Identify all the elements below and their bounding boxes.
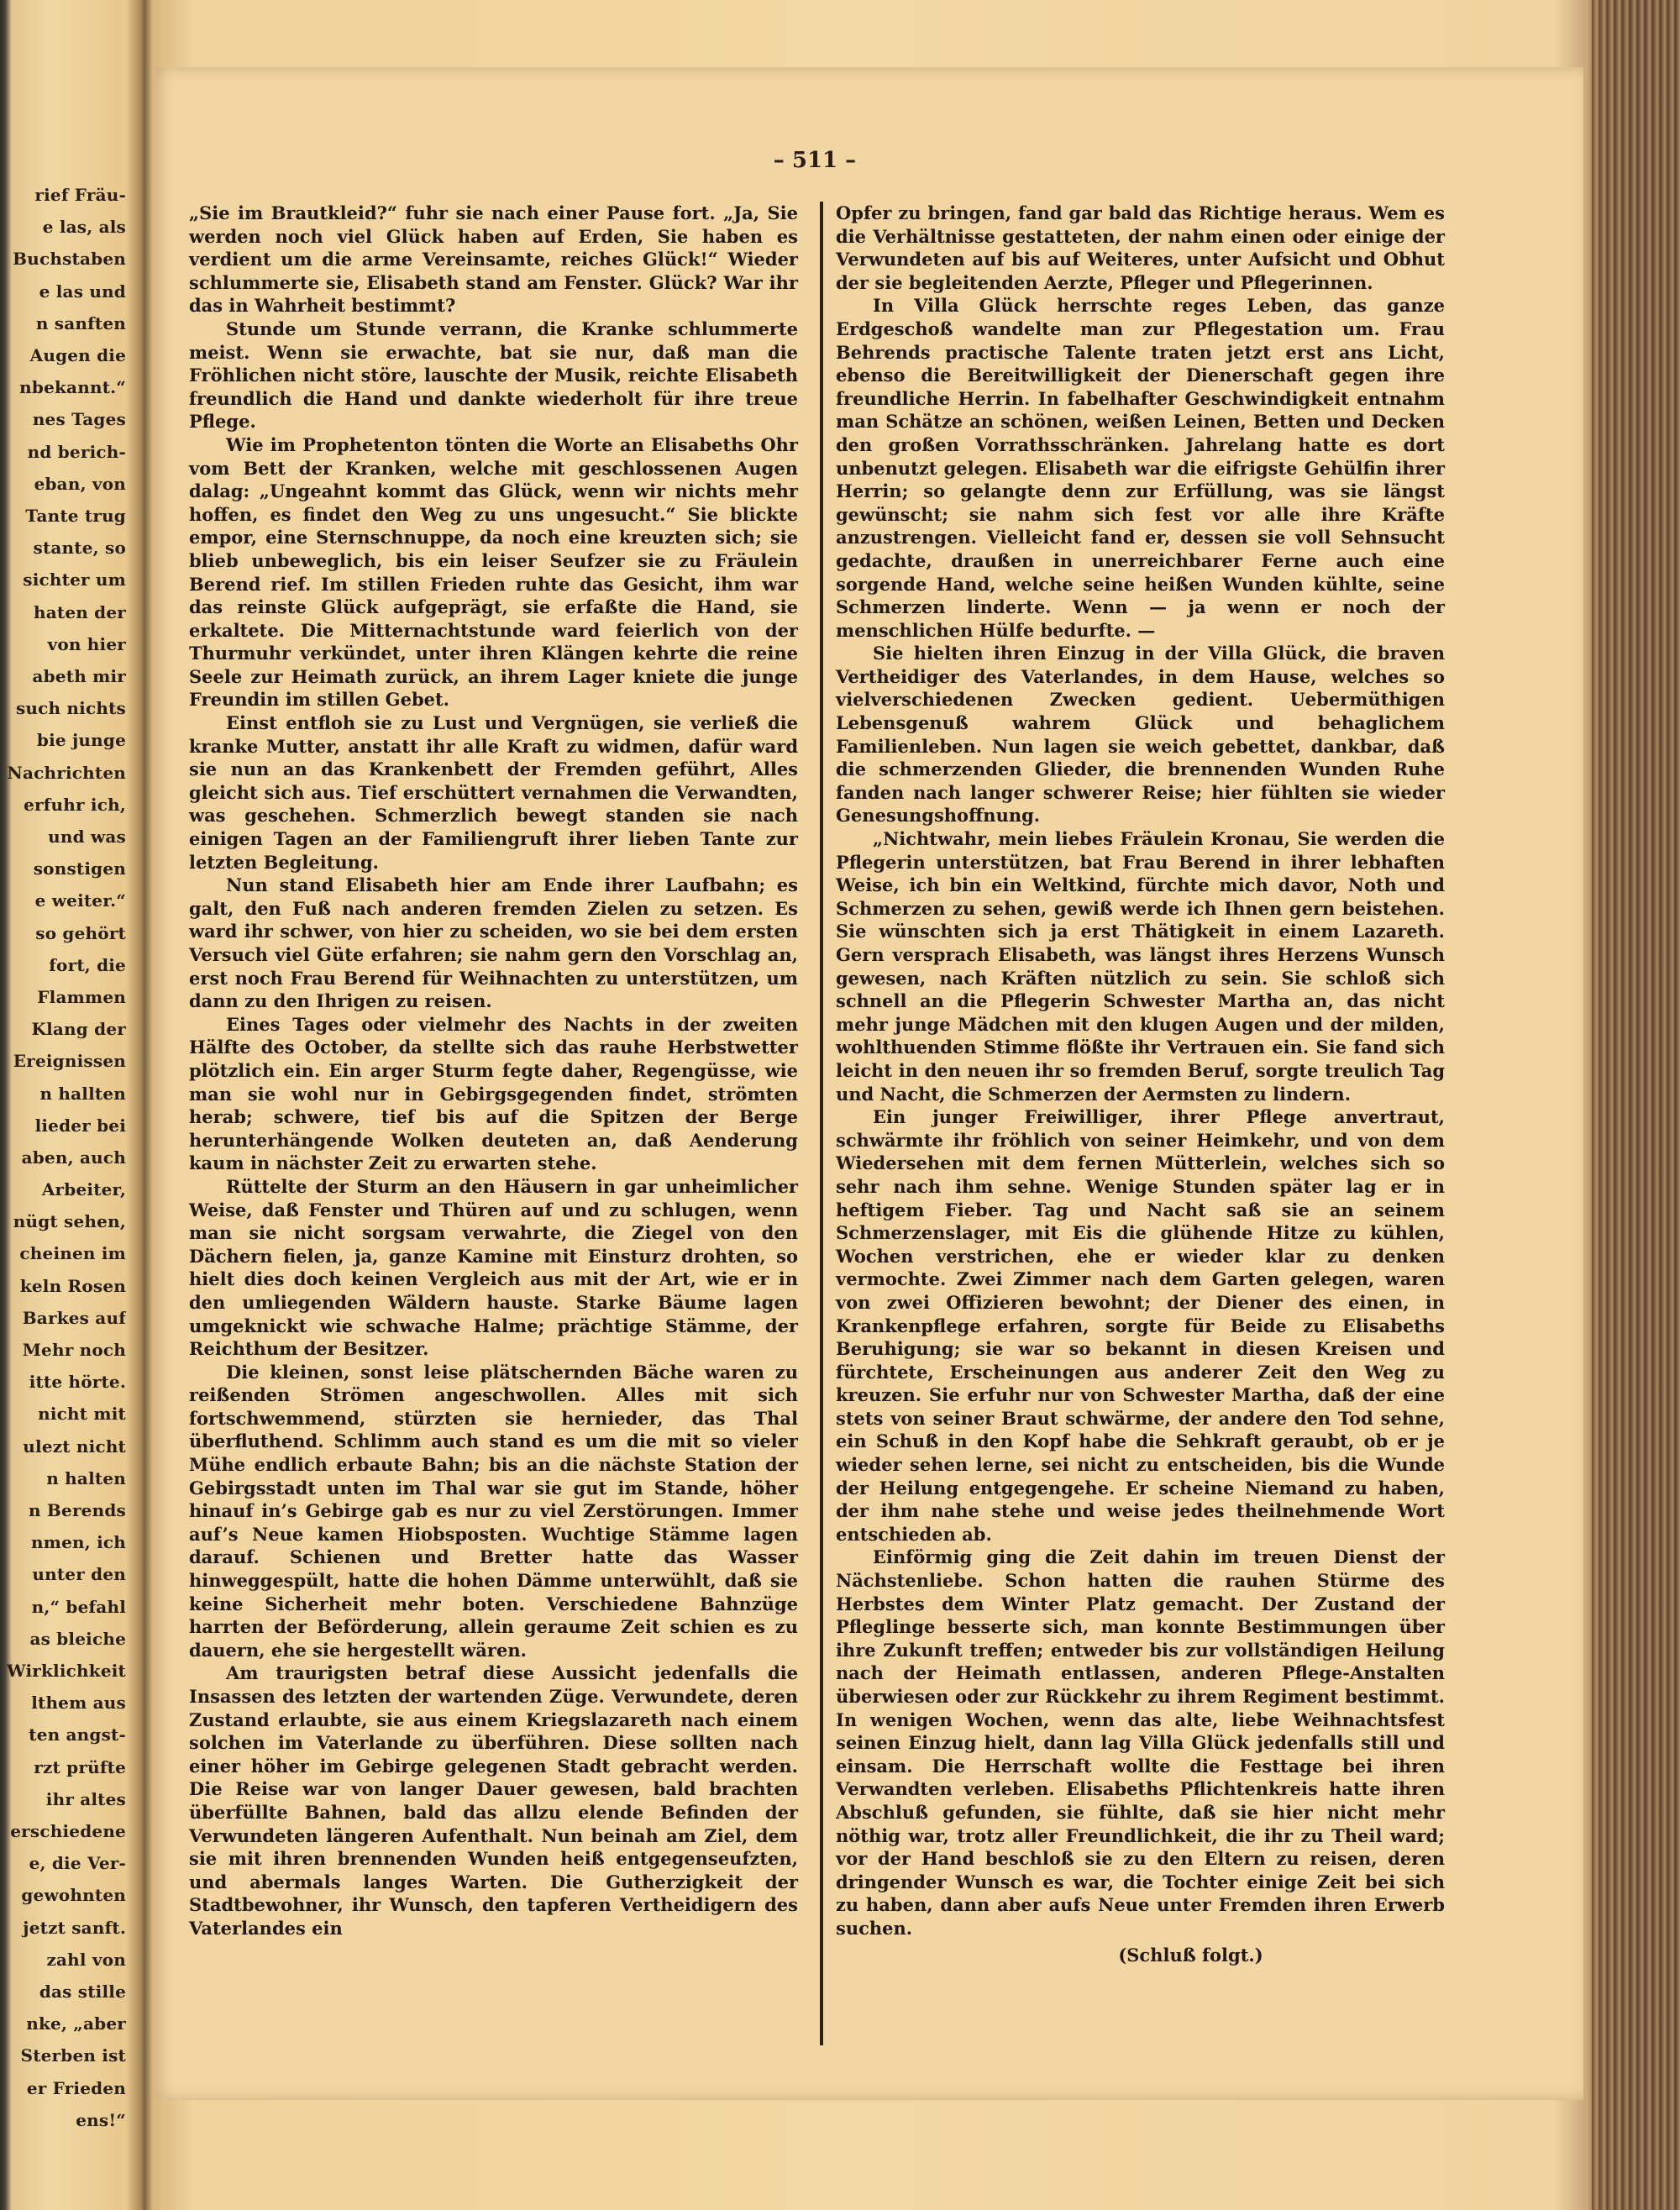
previous-page-line: n hallten [39,1083,126,1104]
right-column [836,202,1445,1966]
previous-page-line: n sanften [35,312,126,333]
previous-page-line: Wirklichkeit [7,1661,126,1682]
previous-page-line: so gehört [35,922,126,943]
previous-page-line: jetzt sanft. [23,1917,126,1938]
previous-page-line: nes Tages [32,409,126,430]
previous-page-line: nbekannt.“ [19,377,126,398]
previous-page-line: nicht mit [38,1404,126,1425]
previous-page-line: fort, die [49,954,126,975]
paragraph: Ein junger Freiwilliger, ihrer Pflege anvertraut, schwärmte ihr fröhlich von seiner Heimkehr, und von dem Wiedersehen mit dem fernen Mütterlein, welches sich so sehr nach ihm sehne. Wenige Stunden später lag er in heftigem Fieber. Tag und Nacht saß sie an seinem Schmerzenslager, mit Eis die glühende Hitze zu kühlen, Wochen verstrichen, ehe er wieder klar zu denken vermochte. Zwei Zimmer nach dem Garten gelegen, waren von zwei Offizieren bewohnt; der Diener des einen, in Krankenpflege erfahren, sorgte für Beide zu Elisabeths Beruhigung; sie war so bekannt in diesen Kreisen und fürchtete, Erscheinungen aus anderer Zeit den Weg zu kreuzen. Sie erfuhr nur von Schwester Martha, daß der eine stets von seiner Braut schwärme, der andere den Tod sehne, ein Schuß in den Kopf habe die Sehkraft geraubt, ob er je wieder sehen lerne, sei nicht zu entscheiden, bis die Wunde der Heilung entgegengehe. Er scheine Niemand zu haben, der ihm nahe stehe und weise jedes theilnehmende Wort entschieden ab. [836,1106,1445,1545]
previous-page-line: Arbeiter, [41,1179,126,1200]
paragraph: Nun stand Elisabeth hier am Ende ihrer Laufbahn; es galt, den Fuß nach anderen fremden Zielen zu setzen. Es ward ihr schwer, von hier zu scheiden, wo sie bei dem ersten Versuch viel Güte erfahren; sie nahm gern den Vorschlag an, erst noch Frau Berend für Weihnachten zu unterstützen, um dann zu den Ihrigen zu reisen. [189,874,798,1012]
paragraph: Sie hielten ihren Einzug in der Villa Glück, die braven Vertheidiger des Vaterlandes, in dem Hause, welches so vielverschiedenen Zwecken gedient. Uebermüthigen Lebensgenuß wahrem Glück und behaglichem Familienleben. Nun lagen sie weich gebettet, dankbar, daß die schmerzenden Glieder, die brennenden Wunden Ruhe fanden nach langer schwerer Reise; hier fühlten sie wieder Genesungshoffnung. [836,643,1445,827]
previous-page-line: Flammen [37,986,126,1007]
previous-page-line: ten angst- [29,1724,126,1745]
previous-page-line: lieder bei [34,1115,126,1136]
page-number: – 511 – [773,148,857,173]
paragraph: Rüttelte der Sturm an den Häusern in gar unheimlicher Weise, daß Fenster und Thüren auf und zu schlugen, wenn man sie nicht sorgsam verwahrte, die Ziegel von den Dächern fielen, ja, ganze Kamine mit Einsturz drohten, so hielt dies doch keinen Vergleich aus mit der Art, wie er in den umliegenden Wäldern hauste. Starke Bäume lagen umgeknickt wie schwache Halme; prächtige Stämme, der Reichthum der Besitzer. [189,1175,798,1360]
previous-page-line: stante, so [33,538,126,559]
previous-page-line: itte hörte. [29,1372,126,1393]
previous-page-line: sonstigen [33,858,126,879]
left-column [189,202,798,1940]
paragraph: Stunde um Stunde verrann, die Kranke schlummerte meist. Wenn sie erwachte, bat sie nur, daß man die Fröhlichen nicht störe, lauschte der Musik, reichte Elisabeth freundlich die Hand und dankte wiederholt für ihre treue Pflege. [189,318,798,433]
previous-page-line: ihr altes [45,1788,126,1809]
previous-page-line: rzt prüfte [34,1756,126,1777]
paragraph: „Sie im Brautkleid?“ fuhr sie nach einer Pause fort. „Ja, Sie werden noch viel Glück haben auf Erden, Sie haben es verdient um die arme Vereinsamte, reiches Glück!“ Wieder schlummerte sie, Elisabeth stand am Fenster. Glück? War ihr das in Wahrheit bestimmt? [189,202,798,317]
previous-page-line: as bleiche [29,1628,126,1649]
previous-page-line: n Berends [29,1500,126,1521]
previous-page-line: n,“ befahl [31,1596,126,1617]
previous-page-line: bie junge [36,730,126,751]
book-binding-edge [1592,0,1680,2210]
previous-page-line: zahl von [46,1949,126,1970]
previous-page-line: lthem aus [31,1693,126,1714]
previous-page-line: e, die Ver- [29,1853,126,1874]
paragraph: „Nichtwahr, mein liebes Fräulein Kronau, Sie werden die Pflegerin unterstützen, bat Frau Berend in ihrer lebhaften Weise, ich bin ein Weltkind, fürchte mich davor, Noth und Schmerzen zu sehen, gewiß werde ich Ihnen gern beistehen. Sie wünschten sich ja erst Thätigkeit in einem Lazareth. Gern versprach Elisabeth, was längst ihres Herzens Wunsch gewesen, nach Kräften nützlich zu sein. Sie schloß sich schnell an die Pflegerin Schwester Martha an, das nicht mehr junge Mädchen mit den klugen Augen und der milden, wohlthuenden Stimme flößte ihr Vertrauen ein. Sie fand sich leicht in den neuen ihr so fremden Beruf, sorgte treulich Tag und Nacht, die Schmerzen der Aermsten zu lindern. [836,828,1445,1105]
paragraph: In Villa Glück herrschte reges Leben, das ganze Erdgeschoß wandelte man zur Pflegestation um. Frau Behrends practische Talente traten jetzt erst ans Licht, ebenso die Bereitwilligkeit der Dienerschaft gegen ihre freundliche Herrin. In fabelhafter Geschwindigkeit entnahm man Schätze an schönen, weißen Leinen, Betten und Decken den großen Vorrathsschränken. Jahrelang hatte es dort unbenutzt gelegen. Elisabeth war die eifrigste Gehülfin ihrer Herrin; so gelangte denn zur Erfüllung, was sie längst gewünscht; sie nahm sich fest vor alle ihre Kräfte anzustrengen. Vielleicht fand er, dessen sie voll Sehnsucht gedachte, draußen in unerreichbarer Ferne auch eine sorgende Hand, welche seine heißen Wunden kühlte, seine Schmerzen linderte. Wenn — ja wenn er noch der menschlichen Hülfe bedurfte. — [836,295,1445,641]
previous-page-line: erfuhr ich, [24,794,126,815]
previous-page-line: nd berich- [27,441,126,462]
paragraph: Die kleinen, sonst leise plätschernden Bäche waren zu reißenden Strömen angeschwollen. Alles mit sich fortschwemmend, stürzten sie hernieder, das Thal überfluthend. Schlimm auch stand es um die mit so vieler Mühe endlich erbaute Bahn; bis an die nächste Station der Gebirgsstadt unten im Thal war sie gut im Stande, höher hinauf in’s Gebirge gab es nur zu viel Zerstörungen. Immer auf’s Neue kamen Hiobsposten. Wuchtige Stämme lagen darauf. Schienen und Bretter hatte das Wasser hinweggespült, hatte die hohen Dämme unterwühlt, daß sie keine Sicherheit mehr boten. Verschiedene Bahnzüge harrten der Beförderung, allein geraume Zeit schien es zu dauern, ehe sie hergestellt wären. [189,1361,798,1661]
previous-page-line: Tante trug [25,505,126,526]
previous-page-line: e weiter.“ [34,890,126,911]
column-divider [820,202,823,2045]
previous-page-line: aben, auch [21,1147,126,1168]
previous-page-line: cheinen im [19,1243,126,1264]
previous-page-line: und was [48,826,126,847]
previous-page-line: Ereignissen [13,1051,126,1072]
paragraph: Eines Tages oder vielmehr des Nachts in der zweiten Hälfte des October, da stellte sich das rauhe Herbstwetter plötzlich ein. Ein arger Sturm fegte daher, Regengüsse, wie man sie wohl nur in Gebirgsgegenden findet, strömten herab; schwere, tief bis auf die Spitzen der Berge herunterhängende Wolken deuteten an, daß Aenderung kaum in nächster Zeit zu erwarten stehe. [189,1013,798,1174]
paragraph: Am traurigsten betraf diese Aussicht jedenfalls die Insassen des letzten der wartenden Züge. Verwundete, deren Zustand erlaubte, sie aus einem Kriegslazareth nach einem solchen im Vaterlande zu überführen. Diese sollten nach einer höher im Gebirge gelegenen Stadt gebracht werden. Die Reise war von langer Dauer gewesen, bald brachten überfüllte Bahnen, bald das allzu elende Befinden der Verwundeten längeren Aufenthalt. Nun beinah am Ziel, dem sie mit ihren brennenden Wunden heiß entgegenseufzten, und abermals langes Warten. Die Gutherzigkeit der Stadtbewohner, ihr Wunsch, den tapferen Vertheidigern des Vaterlandes ein [189,1662,798,1939]
paragraph: Opfer zu bringen, fand gar bald das Richtige heraus. Wem es die Verhältnisse gestatteten, der nahm einen oder einige der Verwundeten auf bis auf Weiteres, unter Aufsicht und Obhut der sie begleitenden Aerzte, Pfleger und Pflegerinnen. [836,202,1445,293]
previous-page-line: eban, von [34,473,126,494]
previous-page-line: Augen die [29,344,126,365]
previous-page-line: haten der [33,601,126,622]
previous-page-line: rief Fräu- [34,185,126,205]
previous-page-line: von hier [47,633,126,654]
previous-page-line: nke, „aber [26,2013,126,2034]
paragraph: Wie im Prophetenton tönten die Worte an Elisabeths Ohr vom Bett der Kranken, welche mit geschlossenen Augen dalag: „Ungeahnt kommt das Glück, wenn wir nichts mehr hoffen, es findet den Weg zu uns ungesucht.“ Sie blickte empor, eine Sternschnuppe, da noch eine kreuzten sich; sie blieb unbeweglich, bis ein leiser Seufzer sie zu Fräulein Berend rief. Im stillen Frieden ruhte das Gesicht, ihm war das reinste Glück aufgeprägt, sie erfaßte die Hand, sie erkaltete. Die Mitternachtstunde ward feierlich von der Thurmuhr verkündet, unter ihren Klängen kehrte die reine Seele zur Heimath zurück, an ihrem Lager kniete die junge Freundin im stillen Gebet. [189,433,798,711]
previous-page-edge [0,59,126,2159]
previous-page-line: ulezt nicht [23,1436,126,1457]
continuation-note: (Schluß folgt.) [1118,1944,1263,1966]
previous-page-line: sichter um [23,570,126,591]
previous-page-line: e las und [39,281,126,302]
previous-page-line: nmen, ich [30,1532,126,1553]
previous-page-line: das stille [39,1982,126,2003]
previous-page-line: e las, als [42,217,126,238]
previous-page-line: nügt sehen, [13,1211,126,1232]
previous-page-line: such nichts [15,698,126,719]
previous-page-line: Mehr noch [22,1340,126,1361]
previous-page-line: erschiedene [10,1821,126,1842]
previous-page-line: Barkes auf [22,1307,126,1328]
paragraph: Einst entfloh sie zu Lust und Vergnügen, sie verließ die kranke Mutter, anstatt ihr alle Kraft zu widmen, dafür ward sie nun an das Krankenbett der Fremden geführt, Alles gleicht sich aus. Tief erschüttert vernahmen die Verwandten, was geschehen. Schmerzlich bewegt standen sie nach einigen Tagen an der Familiengruft ihrer lieben Tante zur letzten Begleitung. [189,712,798,873]
previous-page-line: abeth mir [32,665,126,686]
previous-page-line: Klang der [31,1019,126,1040]
previous-page-line: er Frieden [26,2077,126,2098]
previous-page-line: ens!“ [76,2109,126,2130]
previous-page-line: gewohnten [21,1885,126,1906]
previous-page-line: n halten [46,1467,126,1488]
previous-page-line: unter den [32,1564,126,1585]
paragraph: Einförmig ging die Zeit dahin im treuen Dienst der Nächstenliebe. Schon hatten die rauhen Stürme des Herbstes dem Winter Platz gemacht. Der Zustand der Pfleglinge besserte sich, man konnte Bestimmungen über ihre Zukunft treffen; entweder bis zur vollständigen Heilung nach der Heimath entlassen, anderen Pflege-Anstalten überwiesen oder zur Rückkehr zu ihrem Regiment bestimmt. In wenigen Wochen, wenn das alte, liebe Weihnachtsfest seinen Einzug hielt, dann lag Villa Glück jedenfalls still und einsam. Die Herrschaft wollte die Festtage bei ihren Verwandten verleben. Elisabeths Pflichtenkreis hatte ihren Abschluß gefunden, sie fühlte, daß sie hier nicht mehr nöthig war, trotz aller Freundlichkeit, die ihr zu Theil ward; vor der Hand beschloß sie zu den Eltern zu reisen, deren dringender Wunsch es war, die Tochter einige Zeit bei sich zu haben, dann aber aufs Neue unter Fremden ihren Erwerb suchen. [836,1546,1445,1939]
previous-page-line: Sterben ist [20,2045,126,2066]
previous-page-line: Buchstaben [13,249,126,270]
previous-page-line: keln Rosen [19,1275,126,1296]
previous-page-line: Nachrichten [7,762,126,783]
